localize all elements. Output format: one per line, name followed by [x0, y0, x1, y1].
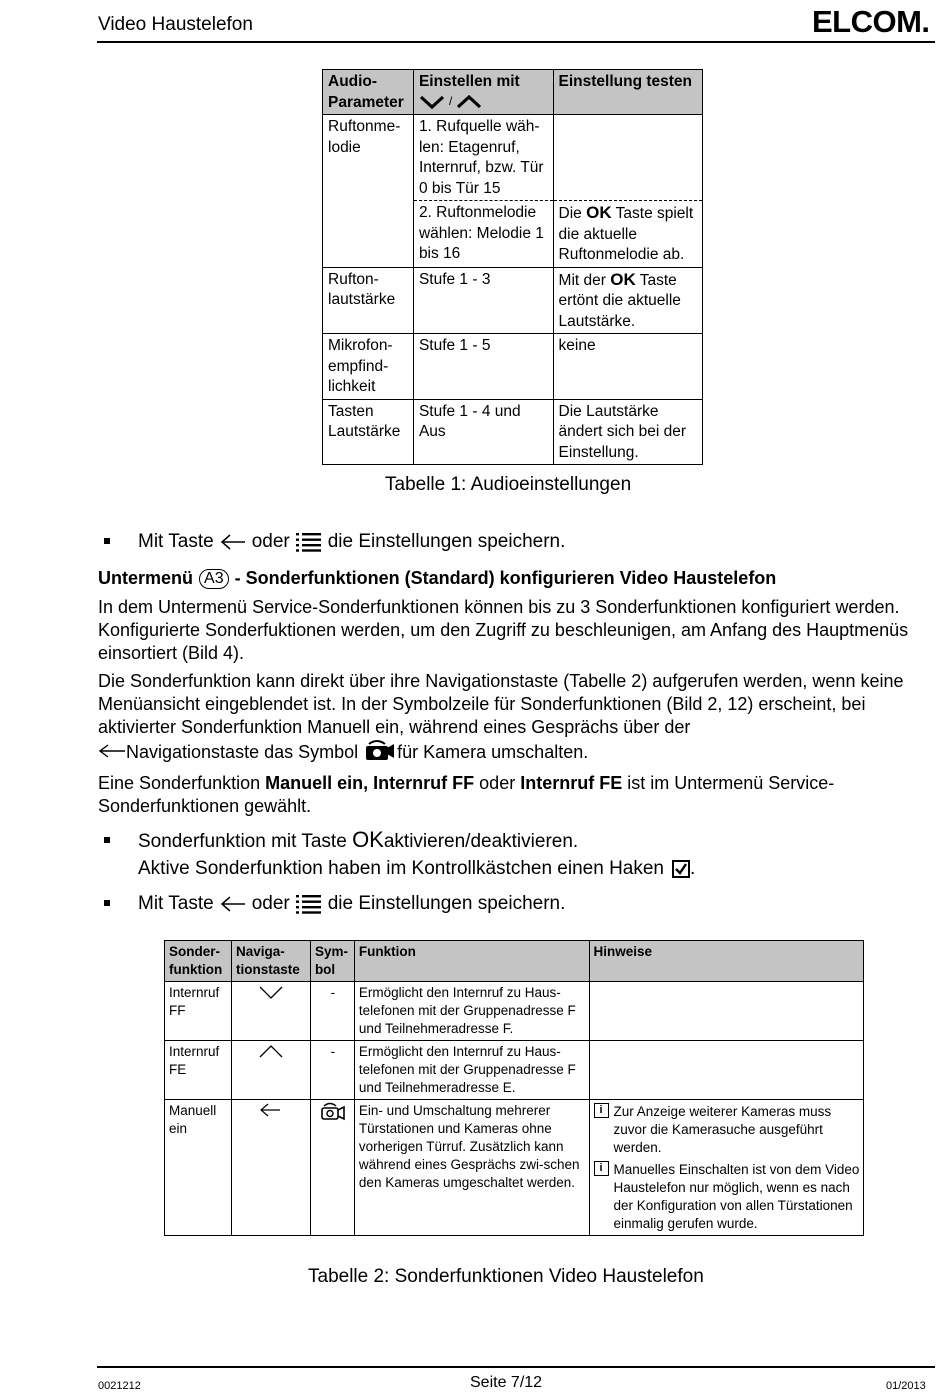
- function-cell: Ein- und Umschaltung mehrerer Türstationen und Kameras ohne vorherigen Türruf. Zusätzlich kann während eines Gesprächs zwi-schen den Kameras umgeschaltet werden.: [354, 1100, 589, 1236]
- chevron-up-icon: [258, 1043, 284, 1059]
- paragraph-1: In dem Untermenü Service-Sonderfunktionen können bis zu 3 Sonderfunktionen konfiguriert werden. Konfigurierte Sonderfuktionen werden, um den Zugriff zu beschleunigen, am Anfang des Hauptmenüs einsortiert (Bild 4).: [98, 597, 909, 663]
- bullet-marker: [104, 538, 110, 544]
- elcom-logo: ELCOM.: [812, 4, 930, 39]
- paragraph-2: Die Sonderfunktion kann direkt über ihre Navigationstaste (Tabelle 2) aufgerufen werden, wenn keine Menüansicht eingeblendet ist. In der Symbolzeile für Sonderfunktionen (Bild 2, 12) erscheint, bei aktivierter Sonderfunktion Manuell ein, während eines Gesprächs über der Navigationstaste das Symbol für Kamera umschalten.: [98, 671, 904, 762]
- paragraph-3: Eine Sonderfunktion Manuell ein, Internruf FF oder Internruf FE ist im Untermenü Service-Sonderfunktionen gewählt.: [98, 773, 835, 816]
- symbol-cell: -: [310, 982, 354, 1041]
- table-row: [323, 267, 703, 334]
- test-cell: Die Lautstärke ändert sich bei der Einstellung.: [553, 399, 702, 465]
- param-cell: Ruftonme-lodie: [323, 115, 414, 268]
- setting-cell: 1. Rufquelle wäh-len: Etagenruf, Internruf, bzw. Tür 0 bis Tür 15: [413, 115, 553, 201]
- checkbox-hint: Aktive Sonderfunktion haben im Kontrollkästchen einen Haken .: [138, 858, 696, 879]
- test-cell: Mit der OK Taste ertönt die aktuelle Lautstärke.: [553, 267, 702, 334]
- table-row: [323, 334, 703, 400]
- audio-settings-table: [322, 69, 703, 465]
- setting-cell: Stufe 1 - 4 und Aus: [413, 399, 553, 465]
- param-cell: Mikrofon-empfind-lichkeit: [323, 334, 414, 400]
- arrow-left-icon: [220, 896, 246, 912]
- save-instruction-2: Mit Taste oder die Einstellungen speichern.: [138, 893, 566, 914]
- function-cell: Ermöglicht den Internruf zu Haus-telefonen mit der Gruppenadresse F und Teilnehmeradresse E.: [354, 1041, 589, 1100]
- notes-cell: [589, 1041, 863, 1100]
- function-name-cell: Internruf FE: [165, 1041, 232, 1100]
- save-instruction-1: Mit Taste oder die Einstellungen speichern.: [138, 531, 566, 552]
- test-cell: keine: [553, 334, 702, 400]
- chevron-up-icon: [456, 95, 482, 109]
- page-number: Seite 7/12: [470, 1374, 543, 1391]
- col-header-audio-parameter: Audio-Parameter: [323, 70, 414, 115]
- submenu-badge-a3: A3: [199, 569, 229, 589]
- bullet-marker: [104, 837, 110, 843]
- ok-key-icon: OK: [352, 827, 384, 852]
- col-header-function-name: Sonder-funktion: [165, 941, 232, 982]
- col-header-set-with: Einstellen mit /: [413, 70, 553, 115]
- function-cell: Ermöglicht den Internruf zu Haus-telefonen mit der Gruppenadresse F und Teilnehmeradresse F.: [354, 982, 589, 1041]
- setting-cell: 2. Ruftonmelodie wählen: Melodie 1 bis 16: [413, 201, 553, 268]
- document-date: 01/2013: [886, 1380, 926, 1392]
- test-cell: [553, 115, 702, 201]
- chevron-down-icon: [258, 984, 284, 1000]
- symbol-cell: -: [310, 1041, 354, 1100]
- ok-key-icon: OK: [586, 203, 612, 222]
- col-header-nav-key: Naviga-tionstaste: [231, 941, 310, 982]
- arrow-left-icon: [98, 744, 126, 758]
- table-row: [165, 1100, 864, 1236]
- info-note: i Manuelles Einschalten ist von dem Video Haustelefon nur möglich, wenn es nach der Konfiguration von allen Türstationen einmalig gerufen wurde.: [594, 1161, 860, 1233]
- col-header-symbol: Sym-bol: [310, 941, 354, 982]
- ok-instruction: Sonderfunktion mit Taste OKaktivieren/deaktivieren.: [138, 827, 579, 852]
- nav-key-cell: [231, 1041, 310, 1100]
- footer-rule: [97, 1366, 935, 1368]
- col-header-notes: Hinweise: [589, 941, 863, 982]
- header-rule: [97, 41, 935, 43]
- special-functions-table: [164, 940, 864, 1236]
- table-row: [165, 982, 864, 1041]
- table-header-row: [323, 70, 703, 115]
- info-note: i Zur Anzeige weiterer Kameras muss zuvor die Kamerasuche ausgeführt werden.: [594, 1103, 860, 1157]
- table-header-row: [165, 941, 864, 982]
- nav-key-cell: [231, 982, 310, 1041]
- slash-separator: /: [448, 94, 453, 109]
- camera-switch-icon: [320, 1102, 346, 1122]
- checked-checkbox-icon: [672, 860, 690, 878]
- setting-cell: Stufe 1 - 5: [413, 334, 553, 400]
- test-cell: Die OK Taste spielt die aktuelle Ruftonmelodie ab.: [553, 201, 702, 268]
- table2-caption: Tabelle 2: Sonderfunktionen Video Haustelefon: [308, 1266, 704, 1287]
- table-row: [323, 115, 703, 201]
- nav-key-cell: [231, 1100, 310, 1236]
- menu-list-icon: [296, 894, 322, 914]
- camera-switch-icon: [363, 739, 397, 763]
- info-icon: i: [594, 1161, 609, 1176]
- param-cell: Rufton-lautstärke: [323, 267, 414, 334]
- function-name-cell: Internruf FF: [165, 982, 232, 1041]
- bullet-marker: [104, 900, 110, 906]
- setting-cell: Stufe 1 - 3: [413, 267, 553, 334]
- chevron-down-icon: [419, 95, 445, 109]
- col-header-function: Funktion: [354, 941, 589, 982]
- function-name-cell: Manuell ein: [165, 1100, 232, 1236]
- ok-key-icon: OK: [610, 269, 636, 289]
- col-header-test-setting: Einstellung testen: [553, 70, 702, 115]
- notes-cell: [589, 1100, 863, 1236]
- table1-caption: Tabelle 1: Audioeinstellungen: [385, 474, 632, 495]
- param-cell: Tasten Lautstärke: [323, 399, 414, 465]
- notes-cell: [589, 982, 863, 1041]
- arrow-left-icon: [220, 534, 246, 550]
- arrow-left-icon: [258, 1102, 284, 1118]
- document-number: 0021212: [98, 1380, 141, 1392]
- table-row: [323, 399, 703, 465]
- menu-list-icon: [296, 532, 322, 552]
- symbol-cell: [310, 1100, 354, 1236]
- table-row: [165, 1041, 864, 1100]
- header-title: Video Haustelefon: [98, 14, 253, 35]
- info-icon: i: [594, 1103, 609, 1118]
- section-heading: Untermenü A3 - Sonderfunktionen (Standard) konfigurieren Video Haustelefon: [98, 568, 777, 588]
